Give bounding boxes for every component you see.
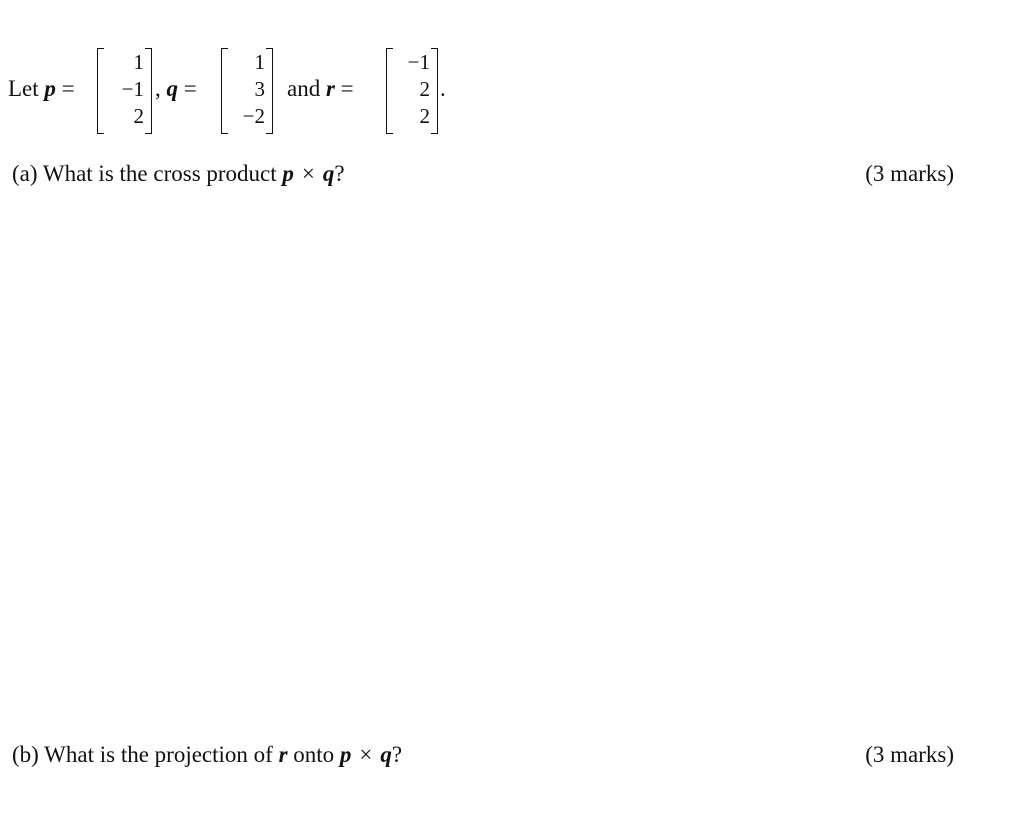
vector-r-matrix <box>386 48 438 132</box>
p-symbol: p <box>44 76 56 101</box>
vector-p-matrix <box>97 48 152 132</box>
question-text: What is the projection of <box>44 742 273 767</box>
question-mark: ? <box>334 161 345 186</box>
q-symbol: q <box>166 76 178 101</box>
vector-q-entry: 1 <box>254 50 265 74</box>
p-symbol: p <box>339 742 352 767</box>
marks-b: (3 marks) <box>865 742 954 767</box>
question-label: (b) <box>12 742 39 767</box>
vector-q-matrix <box>221 48 273 132</box>
let-word: Let <box>8 76 39 101</box>
vector-r-entry: 2 <box>419 77 430 101</box>
question-a <box>12 161 345 187</box>
times-symbol: × <box>359 742 373 767</box>
marks-a: (3 marks) <box>865 161 954 186</box>
vector-r-entry: −1 <box>407 50 430 74</box>
vector-p-entry: −1 <box>121 77 144 101</box>
and-word: and <box>287 76 321 101</box>
p-symbol: p <box>282 161 294 186</box>
r-symbol: r <box>278 742 288 767</box>
q-symbol: q <box>322 161 335 186</box>
vector-p-entry: 1 <box>133 50 144 74</box>
left-bracket <box>97 48 104 134</box>
onto-word: onto <box>293 742 335 767</box>
question-mark: ? <box>391 742 403 767</box>
equals-sign: = <box>183 76 197 101</box>
left-bracket <box>221 48 228 134</box>
times-symbol: × <box>301 161 315 186</box>
question-text: What is the cross product <box>42 161 277 186</box>
question-b <box>12 742 402 768</box>
let-text <box>8 76 75 102</box>
vector-p-entry: 2 <box>133 104 144 128</box>
right-bracket <box>431 48 438 134</box>
equals-sign: = <box>340 76 354 101</box>
r-definition-text <box>287 76 354 102</box>
q-symbol: q <box>380 742 392 767</box>
q-definition-text <box>155 76 197 102</box>
r-symbol: r <box>325 76 335 101</box>
equals-sign: = <box>61 76 75 101</box>
vector-r-entry: 2 <box>419 104 430 128</box>
vector-q-entry: 3 <box>254 77 265 101</box>
period: . <box>440 76 446 101</box>
left-bracket <box>386 48 393 134</box>
comma: , <box>155 76 161 101</box>
vector-q-entry: −2 <box>242 104 265 128</box>
right-bracket <box>266 48 273 134</box>
question-label: (a) <box>12 161 38 186</box>
right-bracket <box>145 48 152 134</box>
